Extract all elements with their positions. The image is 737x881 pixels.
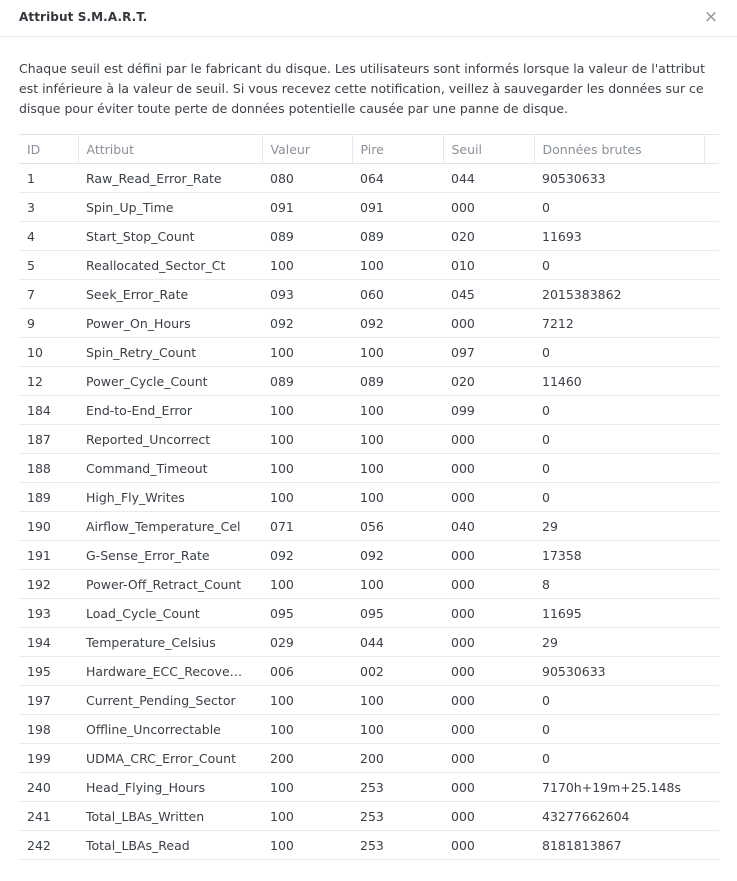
cell-value: 100 (262, 396, 352, 425)
cell-raw-data: 29 (534, 628, 719, 657)
cell-id: 242 (19, 831, 78, 860)
cell-threshold: 000 (443, 686, 534, 715)
cell-threshold: 044 (443, 164, 534, 193)
cell-attribute: Temperature_Celsius (78, 628, 262, 657)
cell-threshold: 000 (443, 831, 534, 860)
column-header-attribute[interactable]: Attribut (78, 135, 262, 164)
cell-value: 100 (262, 715, 352, 744)
cell-worst: 253 (352, 802, 443, 831)
cell-raw-data: 0 (534, 483, 719, 512)
cell-value: 100 (262, 483, 352, 512)
table-row[interactable] (19, 512, 719, 541)
cell-value: 100 (262, 251, 352, 280)
cell-id: 241 (19, 802, 78, 831)
cell-raw-data: 0 (534, 425, 719, 454)
table-row[interactable] (19, 280, 719, 309)
cell-id: 9 (19, 309, 78, 338)
cell-value: 100 (262, 425, 352, 454)
cell-threshold: 000 (443, 773, 534, 802)
cell-id: 10 (19, 338, 78, 367)
cell-threshold: 099 (443, 396, 534, 425)
cell-worst: 056 (352, 512, 443, 541)
cell-threshold: 000 (443, 744, 534, 773)
cell-value: 089 (262, 367, 352, 396)
cell-worst: 200 (352, 744, 443, 773)
cell-raw-data: 7212 (534, 309, 719, 338)
cell-threshold: 000 (443, 193, 534, 222)
table-row[interactable] (19, 570, 719, 599)
cell-worst: 100 (352, 251, 443, 280)
cell-value: 200 (262, 744, 352, 773)
cell-worst: 060 (352, 280, 443, 309)
cell-attribute: Current_Pending_Sector (78, 686, 262, 715)
cell-worst: 092 (352, 541, 443, 570)
table-row[interactable] (19, 193, 719, 222)
cell-value: 029 (262, 628, 352, 657)
cell-worst: 089 (352, 222, 443, 251)
column-header-threshold[interactable]: Seuil (443, 135, 534, 164)
table-row[interactable] (19, 483, 719, 512)
cell-attribute: Reallocated_Sector_Ct (78, 251, 262, 280)
column-header-raw-data[interactable]: Données brutes (534, 135, 704, 164)
cell-value: 089 (262, 222, 352, 251)
cell-value: 080 (262, 164, 352, 193)
cell-id: 188 (19, 454, 78, 483)
cell-raw-data: 29 (534, 512, 719, 541)
cell-raw-data: 0 (534, 193, 719, 222)
cell-worst: 100 (352, 686, 443, 715)
cell-threshold: 000 (443, 715, 534, 744)
cell-value: 100 (262, 570, 352, 599)
cell-raw-data: 0 (534, 744, 719, 773)
cell-value: 093 (262, 280, 352, 309)
cell-id: 195 (19, 657, 78, 686)
table-header-row (19, 135, 719, 164)
smart-table-container (19, 134, 719, 860)
cell-id: 194 (19, 628, 78, 657)
table-row[interactable] (19, 657, 719, 686)
cell-id: 189 (19, 483, 78, 512)
cell-value: 091 (262, 193, 352, 222)
cell-attribute: Power_On_Hours (78, 309, 262, 338)
cell-worst: 100 (352, 454, 443, 483)
dialog-header (0, 0, 737, 37)
column-header-spacer (704, 135, 719, 164)
cell-raw-data: 0 (534, 715, 719, 744)
cell-threshold: 000 (443, 570, 534, 599)
cell-worst: 100 (352, 396, 443, 425)
cell-attribute: Power_Cycle_Count (78, 367, 262, 396)
cell-attribute: Spin_Up_Time (78, 193, 262, 222)
table-row[interactable] (19, 715, 719, 744)
cell-threshold: 000 (443, 425, 534, 454)
cell-attribute: Offline_Uncorrectable (78, 715, 262, 744)
table-row[interactable] (19, 628, 719, 657)
cell-id: 187 (19, 425, 78, 454)
cell-raw-data: 17358 (534, 541, 719, 570)
cell-threshold: 000 (443, 454, 534, 483)
cell-id: 12 (19, 367, 78, 396)
column-header-worst[interactable]: Pire (352, 135, 443, 164)
cell-threshold: 010 (443, 251, 534, 280)
cell-threshold: 020 (443, 367, 534, 396)
cell-attribute: High_Fly_Writes (78, 483, 262, 512)
table-row[interactable] (19, 425, 719, 454)
cell-worst: 089 (352, 367, 443, 396)
cell-value: 100 (262, 338, 352, 367)
smart-attributes-table (19, 134, 719, 860)
cell-raw-data: 0 (534, 251, 719, 280)
cell-attribute: Command_Timeout (78, 454, 262, 483)
cell-attribute: Total_LBAs_Read (78, 831, 262, 860)
table-row[interactable] (19, 251, 719, 280)
cell-worst: 100 (352, 425, 443, 454)
cell-threshold: 000 (443, 657, 534, 686)
cell-id: 1 (19, 164, 78, 193)
cell-worst: 253 (352, 773, 443, 802)
cell-id: 4 (19, 222, 78, 251)
dialog-title: Attribut S.M.A.R.T. (19, 10, 148, 24)
close-icon[interactable]: × (703, 7, 719, 27)
cell-id: 193 (19, 599, 78, 628)
cell-id: 199 (19, 744, 78, 773)
cell-worst: 100 (352, 483, 443, 512)
table-row[interactable] (19, 396, 719, 425)
table-row[interactable] (19, 454, 719, 483)
cell-threshold: 000 (443, 541, 534, 570)
table-body (19, 164, 719, 860)
cell-attribute: End-to-End_Error (78, 396, 262, 425)
table-row[interactable] (19, 773, 719, 802)
cell-raw-data: 8181813867 (534, 831, 719, 860)
cell-value: 092 (262, 309, 352, 338)
table-row[interactable] (19, 164, 719, 193)
cell-threshold: 000 (443, 628, 534, 657)
cell-attribute: G-Sense_Error_Rate (78, 541, 262, 570)
cell-id: 240 (19, 773, 78, 802)
cell-threshold: 020 (443, 222, 534, 251)
cell-id: 197 (19, 686, 78, 715)
cell-raw-data: 0 (534, 396, 719, 425)
cell-worst: 095 (352, 599, 443, 628)
cell-worst: 253 (352, 831, 443, 860)
cell-threshold: 000 (443, 309, 534, 338)
table-row[interactable] (19, 744, 719, 773)
cell-attribute: Load_Cycle_Count (78, 599, 262, 628)
cell-worst: 100 (352, 338, 443, 367)
cell-threshold: 097 (443, 338, 534, 367)
cell-attribute: Head_Flying_Hours (78, 773, 262, 802)
cell-id: 5 (19, 251, 78, 280)
cell-raw-data: 8 (534, 570, 719, 599)
cell-raw-data: 0 (534, 454, 719, 483)
table-row[interactable] (19, 686, 719, 715)
table-row[interactable] (19, 541, 719, 570)
cell-attribute: Start_Stop_Count (78, 222, 262, 251)
column-header-value[interactable]: Valeur (262, 135, 352, 164)
cell-worst: 092 (352, 309, 443, 338)
cell-threshold: 040 (443, 512, 534, 541)
cell-raw-data: 90530633 (534, 164, 719, 193)
dialog-description: Chaque seuil est défini par le fabricant du disque. Les utilisateurs sont informés lorsque la valeur de l'attribut est inférieure à la valeur de seuil. Si vous recevez cette notification, veillez à sauvegarder les données sur ce disque pour éviter toute perte de données potentielle causée par une panne de disque. (19, 61, 705, 116)
cell-threshold: 000 (443, 802, 534, 831)
cell-raw-data: 7170h+19m+25.148s (534, 773, 719, 802)
cell-value: 006 (262, 657, 352, 686)
cell-attribute: Raw_Read_Error_Rate (78, 164, 262, 193)
cell-worst: 100 (352, 715, 443, 744)
cell-id: 184 (19, 396, 78, 425)
cell-attribute: Seek_Error_Rate (78, 280, 262, 309)
cell-worst: 100 (352, 570, 443, 599)
cell-attribute: UDMA_CRC_Error_Count (78, 744, 262, 773)
table-row[interactable] (19, 222, 719, 251)
cell-attribute: Spin_Retry_Count (78, 338, 262, 367)
cell-worst: 044 (352, 628, 443, 657)
cell-value: 071 (262, 512, 352, 541)
cell-raw-data: 0 (534, 338, 719, 367)
cell-value: 100 (262, 831, 352, 860)
cell-raw-data: 11460 (534, 367, 719, 396)
table-row[interactable] (19, 802, 719, 831)
cell-worst: 064 (352, 164, 443, 193)
cell-value: 100 (262, 454, 352, 483)
table-row[interactable] (19, 367, 719, 396)
cell-threshold: 000 (443, 599, 534, 628)
table-row[interactable] (19, 309, 719, 338)
cell-value: 095 (262, 599, 352, 628)
cell-attribute: Airflow_Temperature_Cel (78, 512, 262, 541)
cell-raw-data: 0 (534, 686, 719, 715)
cell-worst: 002 (352, 657, 443, 686)
cell-threshold: 000 (443, 483, 534, 512)
cell-value: 100 (262, 802, 352, 831)
cell-value: 100 (262, 686, 352, 715)
cell-value: 100 (262, 773, 352, 802)
cell-attribute: Hardware_ECC_Recove… (78, 657, 262, 686)
cell-raw-data: 43277662604 (534, 802, 719, 831)
cell-id: 198 (19, 715, 78, 744)
table-header (19, 135, 719, 164)
cell-value: 092 (262, 541, 352, 570)
table-row[interactable] (19, 599, 719, 628)
table-row[interactable] (19, 831, 719, 860)
cell-id: 3 (19, 193, 78, 222)
cell-attribute: Reported_Uncorrect (78, 425, 262, 454)
cell-raw-data: 11693 (534, 222, 719, 251)
cell-id: 191 (19, 541, 78, 570)
cell-id: 7 (19, 280, 78, 309)
table-row[interactable] (19, 338, 719, 367)
cell-id: 190 (19, 512, 78, 541)
cell-raw-data: 11695 (534, 599, 719, 628)
cell-threshold: 045 (443, 280, 534, 309)
cell-attribute: Total_LBAs_Written (78, 802, 262, 831)
cell-id: 192 (19, 570, 78, 599)
cell-raw-data: 2015383862 (534, 280, 719, 309)
cell-worst: 091 (352, 193, 443, 222)
column-header-id[interactable]: ID (19, 135, 78, 164)
cell-attribute: Power-Off_Retract_Count (78, 570, 262, 599)
cell-raw-data: 90530633 (534, 657, 719, 686)
